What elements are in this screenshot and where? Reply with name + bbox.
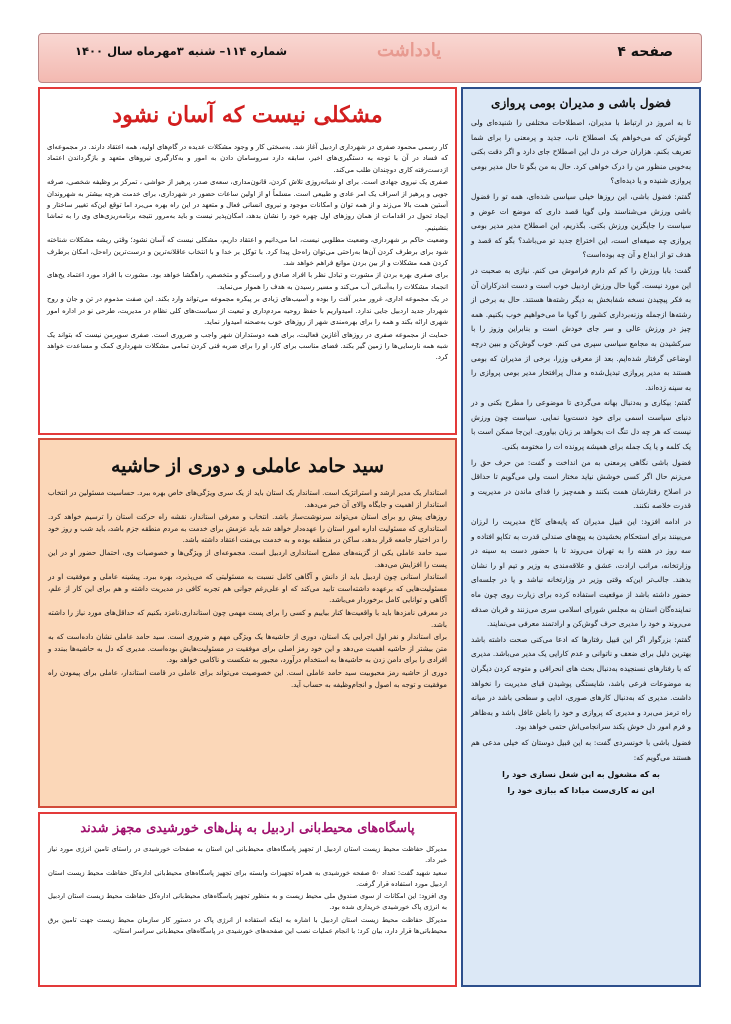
article-title: پاسگاه‌های محیط‌بانی اردبیل به پنل‌های خورشیدی مجهز شدند: [80, 821, 415, 836]
issue-info: شماره ۱۱۴– شنبه ۳مهرماه سال ۱۴۰۰: [75, 44, 288, 58]
article-column: [461, 87, 701, 987]
article-title: سید حامد عاملی و دوری از حاشیه: [110, 455, 385, 477]
paragraph: حمایت از مجموعه صفری در روزهای آغازین فعالیت، برای همه دوستداران شهر واجب و ضروری است. صفری سوپرمن نیست که بتواند یک شبه همه نارسایی‌ها را زمین گیر بکند. فضای مناسب برای کار، او را برای ضربه فنی کردن تمامی مشکلات شهرداری کمک و مساعدت خواهد کرد.: [47, 330, 448, 362]
article-body: [471, 116, 691, 765]
paragraph: کار رسمی محمود صفری در شهرداری اردبیل آغاز شد. به‌سختی کار و وجود مشکلات عدیده در گام‌های اولیه، همه اعتقاد دارند. در مجموعه‌ای که فساد در آن با توجه به دستگیری‌های اخیر، سابقه دارد سرو‌سامان دادن به امور و به‌کارگیری نیروهای متعهد و بازگرداندن اعتماد ازدست‌رفته کاری دوچندان طلب می‌کند.: [47, 143, 448, 174]
paragraph: فضول باشی نگاهی پرمعنی به من انداخت و گفت: من حرف حق را می‌زنم حال اگر کسی خوشش نیاید مختار است ولی می‌گویم تا حداقل در اصلاح رفتارشان همت بکنند و همه‌چیز را فدای ماندن در مدیریت و قدرت خلاصه نکنند.: [471, 457, 691, 511]
paragraph: سید حامد عاملی یکی از گزینه‌های مطرح استانداری اردبیل است. مجموعه‌ای از ویژگی‌ها و خصوصیات وی، احتمال حضور او در این پست را افزایش می‌دهد.: [48, 547, 447, 569]
paragraph: گفت: بابا ورزش را کم کم دارم فراموش می کنم. نیازی به صحبت در این مورد نیست. گویا حال ورزش اردبیل خوب است و دست اندرکاران آن به فکر پیچیدن نسخه شفابخش به دیگر رشته‌ها هستند. حال به برخی از رشته‌ها ازجمله وزنه‌برداری کشور را گویا ما می‌خواهیم خوب بکنیم. همه چیز در ورزش عالی و سر جای خودش است و بنابراین وزوز را با سرکشیدن به مجامع سیاسی سپری می کنم. خوب گوش‌کن و ببین درچه اوضاعی گرفتار شده‌ایم. بعد از معرفی وزرا، برخی از مدیران که بومی هستند به مدیر پروازی تبدیل‌شده و مدال پرافتخار مدیر بومی پروازی را به سینه زده‌اند.: [471, 265, 691, 392]
paragraph: در ادامه افزود: این قبیل مدیران که پایه‌های کاخ مدیریت را لرزان می‌بینند برای استحکام بخشیدن به پیچ‌های صندلی قدرت به تکاپو افتاده و سه روز در هفته را به تهران می‌روند تا با حضور دست به سینه در وزارتخانه، مراتب ارادت، عشق و علاقه‌مندی به وزیر و تیم او را نشان بدهند. جالب‌تر این‌که وقتی وزیر در وزارتخانه نباشد و یا در جلسه‌ای حضور داشته باشد از موقعیت استفاده کرده برای زیارت روی چون ماه نماینده‌گان استان به مجلس شورای اسلامی سری می‌زنند و قربان صدقه می‌روند و خود را مدیری حرف گوش‌کن و ارادتمند معرفی می‌نمایند.: [471, 517, 691, 629]
article-title: مشکلی نیست که آسان نشود: [112, 102, 383, 128]
paragraph: فضول باشی با خونسردی گفت: به این قبیل دوستان که خیلی مدعی هم هستند می‌گویم که:: [471, 737, 691, 762]
paragraph: برای صفری بهره بردن از مشورت و تبادل نظر با افراد صادق و راست‌گو و متخصص، راهگشا خواهد بود. مشورت با افراد مورد اعتماد یخ‌های انجماد مشکلات را به‌آسانی آب می‌کند و مسیر رسیدن به هدف را هموار می‌نماید.: [47, 271, 448, 291]
page-header: [38, 33, 702, 83]
article-editorial: [38, 87, 457, 435]
article-body: [47, 142, 448, 364]
paragraph: گفتم: بیکاری و به‌دنبال بهانه می‌گردی تا موضوعی را مطرح بکنی و در دنیای سیاست اسمی برای خود دست‌وپا نمایی. سیاست چون ورزش نیست که هر چه دل تنگ ات بخواهد بر زبان بیاوری. این‌جا ممکن است با یک کلمه و یا یک جمله برای همیشه پرونده ات را مختومه بکنی.: [471, 398, 691, 452]
paragraph: استاندار استانی چون اردبیل باید از دانش و آگاهی کامل نسبت به مسئولیتی که می‌پذیرد، بهره ببرد. پیشینه عاملی و موفقیت او در مسئولیت‌هایی که برعهده داشته‌است تایید می‌کند که او علی‌رغم جوانی هم تجربه کافی در مدیریت داشته و هم برای این کار از علم، آگاهی و توانایی کامل برخوردار می‌باشد.: [48, 572, 447, 605]
section-title: یادداشت: [377, 40, 442, 61]
paragraph: گفتم: فضول باشی، این روزها خیلی سیاسی شده‌ای، همه تو را فضول باشی ورزش می‌شناسند ولی گویا قصد داری که موضع ات عوض و سیاست را جایگزین ورزش بکنی. بگذریم، این اصطلاح مدیر مدیر بومی پروازی چه صیغه‌ای است، این اختراع جدید تو می‌باشد؟ بگو که قصد و هدف تو از ابداع و آن چه بوده‌است؟: [471, 191, 691, 260]
paragraph: تا به امروز در ارتباط با مدیران، اصطلاحات مختلفی را شنیده‌ای ولی گوش‌کن که می‌خواهم یک اصطلاح ناب، جدید و پرمعنی را برای شما تعریف بکنم. هزاران حرف در دل این اصطلاح جای دارد و اگر دقت بکنی به‌خوبی منظور من را درک خواهی کرد. حال به من بگو تا حال مدیر بومی پروازی شنیده و یا دیده‌ای؟: [471, 118, 691, 186]
poem-line: به که مشغول به این شغل نسازی خود را: [502, 770, 660, 780]
paragraph: در یک مجموعه اداری، غرور مدیر آفت را بوده و آسیب‌های زیادی بر پیکره مجموعه می‌تواند وارد بکند. این صفت مذموم در تن و جان و روح شهردار جدید اردبیل جایی ندارد. امیدواریم با حفظ روحیه مردم‌داری و تبعیت از سیاست‌های کلی نظام در مدیریت، طرحی نو در اداره امور شهری ارائه بکند و همه را برای بهره‌مندی شهر از روزهای خوب به‌صحنه امیدوار نماید.: [47, 295, 448, 327]
paragraph: دوری از حاشیه رمز محبوبیت سید حامد عاملی است. این خصوصیت می‌تواند برای عاملی در قامت استاندار، عاملی برای پیمودن راه موفقیت و توجه به اصول و انجام‌وظیفه به حساب آید.: [48, 667, 447, 689]
paragraph: در معرفی نامزدها باید با واقعیت‌ها کنار بیاییم و کسی را برای پست مهمی چون استانداری،نامزد بکنیم که حداقل‌های مورد نیاز را داشته باشد.: [48, 607, 447, 629]
paragraph: صفری یک نیروی جهادی است. برای او شبانه‌روزی تلاش کردن، قانون‌مداری، سعه‌ی صدر، پرهیز از حواشی ، تمرکز بر وظیفه شخصی، صرفه جویی و پرهیز از اسراف یک امر عادی و طبیعی است. مسلماً او از اولین ساعات حضور در شهرداری، برای خدمت هرچه بیشتر به شهروندان آستین همت بالا می‌زند و از همه توان و امکانات موجود و نیروی انسانی فعال و متعهد در این راه بهره می‌برد اما توقع این‌که تغییر ساختار و ایجاد تحول در اقدامات از همان روزهای اول چهره خود را نشان بدهد، امکان‌پذیر نیست و باید به‌مرور نتیجه برنامه‌ریزی‌های وی را به تماشا بنشینیم.: [47, 178, 448, 232]
article-title: فضول باشی و مدیران بومی پروازی: [491, 96, 671, 110]
paragraph: روزهای پیش رو برای استان می‌تواند سرنوشت‌ساز باشد. انتخاب و معرفی استاندار، نقشه راه حرکت استان را ترسیم خواهد کرد. استانداری که مسئولیت اداره امور استان را عهده‌دار خواهد شد باید عزمش برای خدمت به مردم منطقه جزم باشد، باید شب و روز خود را در اختیار جامعه قرار بدهد، ساکن در منطقه بوده و به خدمت بی‌منت اعتقاد داشته باشد.: [48, 512, 447, 545]
paragraph: گفتم: بزرگوار اگر این قبیل رفتارها که ادعا می‌کنی صحت داشته باشد بهترین دلیل برای ضعف و ناتوانی و عدم کارایی یک مدیر می‌باشد. مدیری که با رفتارهای نسنجیده به‌دنبال بحث های انحرافی و متوجه کردن دیگران به موضوعات فرعی باشد، شایستگی پوشیدن قبای مدیریت را نخواهد داشت. مدیری که به‌دنبال کارهای صوری، ادایی و سطحی باشد در میانه راه ترمز می‌برد و مدیری که پروازی و خود را باطن غافل باشد و به‌ظاهر و فرم امور دل خوش بکند سرانجامی‌اش حتمی خواهد بود.: [471, 634, 691, 732]
page-number: صفحه ۴: [617, 44, 673, 60]
paragraph: وی افزود: این امکانات از سوی صندوق ملی محیط زیست و به منظور تجهیز پاسگاه‌های محیط‌بانی اداره‌کل حفاظت محیط زیست استان اردبیل به انرژی پاک خورشیدی خریداری شده بود.: [48, 892, 447, 912]
article-governor: [38, 438, 457, 808]
poem: [471, 767, 691, 799]
paragraph: وضعیت حاکم بر شهرداری، وضعیت مطلوبی نیست، اما می‌دانیم و اعتقاد داریم، مشکلی نیست که آسان نشود؛ وقتی ریشه مشکلات شناخته شود برای برطرف کردن آن‌ها به‌راحتی می‌توان راه‌حل پیدا کرد. با توکل بر خدا و با انتخاب عاقلانه‌ترین و درست‌ترین راه‌حل، امکان برطرف کردن همه مشکلات و از بین بردن موانع فراهم خواهد شد.: [47, 236, 448, 268]
paragraph: مدیرکل حفاظت محیط زیست استان اردبیل با اشاره به اینکه استفاده از انرژی پاک در دستور کار سازمان محیط زیست جهت تامین برق محیط‌بانی‌ها قرار دارد، بیان کرد: با انجام عملیات نصب این صفحه‌های خورشیدی در پاسگاه‌های محیط‌بانی سراسر استان،: [48, 915, 447, 936]
article-body: [48, 487, 447, 690]
article-solar: [38, 812, 457, 987]
paragraph: استاندار یک مدیر ارشد و استراتژیک است. استاندار یک استان باید از یک سری ویژگی‌های خاص بهره ببرد. حساسیت مسئولین در انتخاب استاندار از اهمیت و جایگاه والای آن خبر می‌دهد.: [48, 488, 447, 509]
article-body: [48, 844, 447, 937]
paragraph: سعید شهید گفت: تعداد ۵۰ صفحه خورشیدی به همراه تجهیزات وابسته برای تجهیز پاسگاه‌های محیط‌بانی اداره‌کل حفاظت محیط زیست استان اردبیل مورد استفاده قرار گرفت.: [48, 868, 447, 888]
paragraph: مدیرکل حفاظت محیط زیست استان اردبیل از تجهیز پاسگاه‌های محیط‌بانی این استان به صفحات خورشیدی در راستای تامین انرژی مورد نیاز خبر داد.: [48, 845, 447, 865]
poem-line: این نه کاری‌ست مبادا که ببازی خود را: [507, 786, 655, 796]
paragraph: برای استاندار و نفر اول اجرایی یک استان، دوری از حاشیه‌ها یک ویژگی مهم و ضروری است. سید حامد عاملی نشان داده‌است که به متن بیشتر از حاشیه اهمیت می‌دهد و این خود رمز اصلی برای موفقیت در مسئولیت‌هایش بوده‌است. مدیری که دل به حاشیه‌ها ببندد و افرادی را برای دامن زدن به حاشیه‌ها به استخدام درآورد، مجبور به شکست و ناکامی خواهد بود.: [48, 632, 447, 665]
